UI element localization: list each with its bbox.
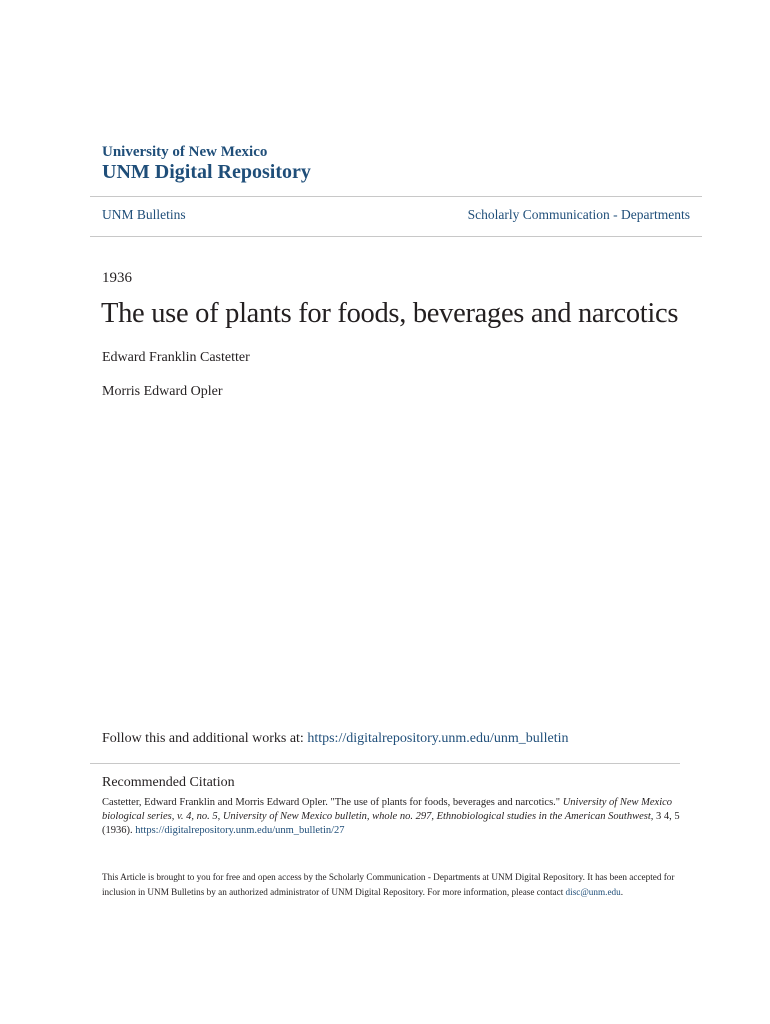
contact-email-link[interactable]: disc@unm.edu: [565, 887, 621, 897]
collection-url-link[interactable]: https://digitalrepository.unm.edu/unm_bulletin: [307, 731, 569, 746]
citation-divider: [90, 763, 680, 764]
access-notice: [102, 870, 682, 900]
citation-source: University of New Mexico biological series, v. 4, no. 5, University of New Mexico bulletin, whole no. 297, Ethnobiological studies in the American Southwest,: [102, 797, 673, 822]
citation-plain: Castetter, Edward Franklin and Morris Edward Opler. "The use of plants for foods, beverages and narcotics.": [102, 797, 563, 808]
header-divider-top: [90, 196, 702, 197]
author-link[interactable]: Edward Franklin Castetter: [102, 350, 250, 365]
notice-text: This Article is brought to you for free and open access by the Scholarly Communication - Departments at UNM Digital Repository. It has been accepted for inclusion in UNM Bulletins by an authorized administrator of UNM Digital Repository. For more information, please contact: [102, 872, 675, 897]
department-link[interactable]: Scholarly Communication - Departments: [467, 207, 690, 222]
header-divider-bottom: [90, 236, 702, 237]
citation-heading: Recommended Citation: [102, 775, 235, 790]
citation-text: [102, 796, 692, 838]
follow-line: [102, 731, 569, 747]
article-title: The use of plants for foods, beverages and narcotics: [101, 298, 679, 329]
author-link[interactable]: Morris Edward Opler: [102, 384, 223, 399]
institution-name: University of New Mexico: [102, 144, 268, 160]
collection-link[interactable]: UNM Bulletins: [102, 207, 186, 222]
notice-end: .: [620, 887, 624, 897]
follow-label: Follow this and additional works at:: [102, 731, 304, 746]
publication-year: 1936: [102, 270, 132, 286]
citation-url-link[interactable]: https://digitalrepository.unm.edu/unm_bulletin/27: [135, 825, 345, 836]
repository-name[interactable]: UNM Digital Repository: [102, 161, 311, 183]
citation-volume: 3 4, 5 (1936).: [102, 811, 680, 836]
